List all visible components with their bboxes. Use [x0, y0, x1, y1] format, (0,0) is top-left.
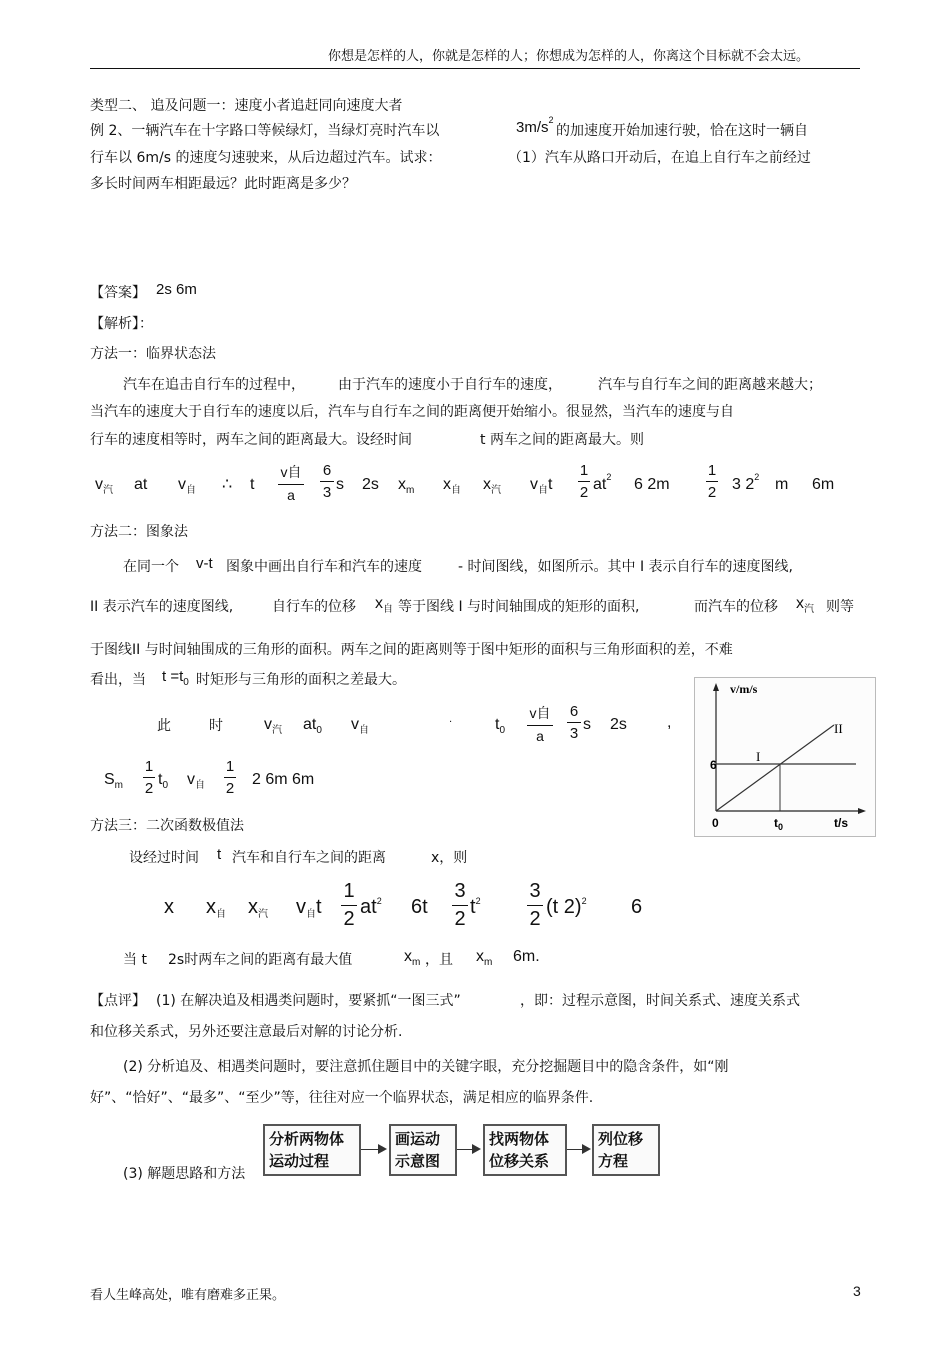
flow-arrow-3 — [567, 1149, 589, 1150]
eq2-comma: , — [667, 714, 672, 731]
eq2-s: s — [583, 716, 591, 733]
footer-motto: 看人生峰高处，唯有磨难多正果。 — [90, 1288, 286, 1303]
flow-step-2-line1: 画运动 — [395, 1130, 441, 1148]
method3-p1b: t — [217, 846, 222, 863]
eq1-frac-v-over-a: v自 a — [278, 462, 304, 503]
problem-accel-exp: 2 — [548, 115, 554, 125]
page-number: 3 — [853, 1283, 861, 1299]
eq1-therefore: ∴ — [222, 476, 233, 493]
answer-value: 2s 6m — [156, 281, 197, 298]
eq1-6m: 6m — [812, 476, 835, 493]
method3-concl-d: ，且 — [425, 952, 453, 968]
method3-concl-b: 2s时两车之间的距离有最大值 — [168, 952, 353, 968]
eq2-v-qi: $v_汽$ — [264, 716, 282, 736]
method2-p2d: 而汽车的位移 — [694, 599, 778, 615]
problem-accel — [516, 115, 554, 136]
flow-step-2 — [389, 1124, 457, 1176]
comment-p2: 和位移关系式，另外还要注意最后对解的讨论分析. — [90, 1024, 403, 1040]
method2-p1d: - 时间图线，如图所示。其中 I 表示自行车的速度图线, — [458, 559, 793, 575]
method3-p1a: 设经过时间 — [129, 850, 199, 866]
analysis-label: 【解析】： — [90, 316, 153, 332]
header-rule — [90, 68, 860, 69]
method2-p2c: 等于图线 I 与时间轴围成的矩形的面积, — [398, 599, 640, 615]
eq4-frac-3-2-b: 3 2 — [527, 880, 543, 931]
eq1-v-zi-t: $v_自t$ — [530, 476, 553, 496]
method1-p1b: 由于汽车的速度小于自行车的速度， — [338, 377, 562, 393]
eq2-dot: . — [449, 714, 453, 725]
method2-title: 方法二：图象法 — [90, 524, 188, 540]
flow-step-4-line1: 列位移 — [598, 1130, 644, 1148]
method3-concl-xm: $x_m$ — [404, 948, 421, 968]
eq4-frac-half: 1 2 — [341, 880, 357, 931]
eq2-frac-v-over-a: v自 a — [527, 703, 553, 744]
vt-graph-ylabel: v/m/s — [730, 682, 758, 696]
flow-step-1-line1: 分析两物体 — [269, 1130, 345, 1148]
eq3-tail: 2 6m 6m — [252, 771, 315, 788]
problem-type-line: 类型二、 追及问题一：速度小者追赶同向速度大者 — [90, 98, 403, 114]
eq4-6: 6 — [631, 896, 643, 918]
flow-step-4 — [592, 1124, 660, 1176]
eq2-frac-6-over-3: 6 3 — [567, 703, 581, 742]
method1-p2: 当汽车的速度大于自行车的速度以后，汽车与自行车之间的距离便开始缩小。很显然，当汽车的速度与自 — [90, 404, 734, 420]
method3-p1c: 汽车和自行车之间的距离 — [232, 850, 386, 866]
eq4-t2: $t^2$ — [470, 896, 481, 918]
eq2-2s: 2s — [610, 716, 627, 733]
method2-x-zi: $x_自$ — [375, 595, 393, 615]
vt-graph-origin: 0 — [712, 816, 719, 830]
eq1-3-2: 3 $2^2$ — [732, 472, 760, 493]
method2-p2b: 自行车的位移 — [272, 599, 356, 615]
eq1-x-zi: $x_自$ — [443, 476, 461, 496]
method2-p1c: 图象中画出自行车和汽车的速度 — [226, 559, 422, 575]
problem-line1a: 例 2、一辆汽车在十字路口等候绿灯，当绿灯亮时汽车以 — [90, 123, 440, 139]
method1-p3b: t 两车之间的距离最大。则 — [480, 432, 644, 448]
eq3-frac-half: 1 2 — [144, 758, 154, 797]
method1-p1a: 汽车在追击自行车的过程中， — [123, 377, 305, 393]
method2-p4c: 时矩形与三角形的面积之差最大。 — [196, 672, 406, 688]
eq1-at: at — [134, 476, 148, 493]
method2-p1b: v-t — [196, 555, 213, 572]
flow-step-1 — [263, 1124, 361, 1176]
eq1-t: t — [250, 476, 255, 493]
problem-line2b: （1）汽车从路口开动后，在追上自行车之前经过 — [508, 150, 811, 166]
eq4-x-qi: $x_汽$ — [248, 896, 268, 920]
vt-graph-tick-6: 6 — [710, 758, 717, 772]
eq4-paren: (t 2)$^2$ — [546, 896, 587, 918]
eq4-v-zi-t: $v_自t$ — [296, 896, 322, 920]
eq1-at2: $at^2$ — [593, 472, 612, 493]
eq1-v-zi: $v_自$ — [178, 476, 196, 496]
eq1-frac-6-over-3: 6 3 — [320, 462, 334, 501]
method2-p2a: II 表示汽车的速度图线, — [90, 599, 234, 615]
eq4-at2: $at^2$ — [360, 896, 382, 918]
eq2-at0: $at_0$ — [303, 716, 322, 736]
flow-step-3-line2: 位移关系 — [489, 1152, 550, 1170]
vt-graph-label-I: I — [756, 749, 761, 764]
eq4-x: x — [164, 896, 174, 918]
vt-graph-label-II: II — [834, 721, 843, 736]
flow-step-2-line2: 示意图 — [395, 1152, 441, 1170]
comment-p4: 好”、“恰好”、“最多”、“至少”等，往往对应一个临界状态，满足相应的临界条件. — [90, 1090, 594, 1106]
comment-p1a: (1) 在解决追及相遇类问题时，要紧抓“一图三式” — [156, 993, 461, 1009]
method3-p1d: x，则 — [431, 850, 468, 866]
eq1-s: s — [336, 476, 344, 493]
eq1-frac-half: 1 2 — [579, 462, 589, 501]
comment-label: 【点评】 — [90, 993, 146, 1009]
method3-concl-f: 6m. — [513, 948, 540, 965]
answer-label: 【答案】 — [90, 285, 146, 301]
eq1-6-2m: 6 2m — [634, 476, 670, 493]
problem-line1c: 的加速度开始加速行驶，恰在这时一辆自 — [556, 123, 808, 139]
method1-p1c: 汽车与自行车之间的距离越来越大； — [598, 377, 822, 393]
eq4-6t: 6t — [411, 896, 428, 918]
flow-step-3 — [483, 1124, 567, 1176]
problem-accel-value: 3m/s — [516, 119, 549, 136]
eq2-ci: 此 — [157, 718, 171, 734]
problem-line2a: 行车以 6m/s 的速度匀速驶来，从后边超过汽车。试求： — [90, 150, 442, 166]
header-motto: 你想是怎样的人，你就是怎样的人；你想成为怎样的人，你离这个目标就不会太远。 — [328, 49, 810, 64]
comment-p3: (2) 分析追及、相遇类问题时，要注意抓住题目中的关键字眼，充分挖掘题目中的隐含条件，如“刚 — [123, 1059, 729, 1075]
eq2-shi: 时 — [209, 718, 223, 734]
vt-graph-xlabel: t/s — [834, 816, 849, 830]
method3-concl-a: 当 t — [123, 952, 147, 968]
eq1-frac-half-2: 1 2 — [707, 462, 717, 501]
eq1-2s: 2s — [362, 476, 379, 493]
flow-arrow-2 — [457, 1149, 479, 1150]
flow-step-4-line2: 方程 — [598, 1152, 629, 1170]
eq2-v-zi: $v_自$ — [351, 716, 369, 736]
flow-arrow-1 — [361, 1149, 385, 1150]
method2-p2e: 则等 — [826, 599, 854, 615]
method2-p3: 于图线II 与时间轴围成的三角形的面积。两车之间的距离则等于图中矩形的面积与三角形面积的差，不难 — [90, 642, 733, 658]
problem-line3: 多长时间两车相距最远？此时距离是多少？ — [90, 176, 356, 192]
method3-title: 方法三：二次函数极值法 — [90, 818, 244, 834]
eq3-t0: $t_0$ — [158, 771, 169, 791]
eq3-v-zi: $v_自$ — [187, 771, 205, 791]
flow-step-3-line1: 找两物体 — [489, 1130, 550, 1148]
eq3-Sm: $S_m$ — [104, 771, 124, 791]
flow-step-1-line2: 运动过程 — [269, 1152, 330, 1170]
vt-graph — [694, 677, 876, 837]
eq1-x-qi: $x_汽$ — [483, 476, 501, 496]
method1-title: 方法一：临界状态法 — [90, 346, 216, 362]
vt-graph-tick-t0: $t_0$ — [774, 816, 784, 832]
vt-graph-frame — [695, 678, 876, 837]
eq1-v-qi: $v_汽$ — [95, 476, 113, 496]
comment-p1b: ，即：过程示意图，时间关系式、速度关系式 — [520, 993, 800, 1009]
method3-concl-xm2: $x_m$ — [476, 948, 493, 968]
method2-p4b: $t =t_0$ — [162, 668, 189, 688]
eq3-frac-half-2: 1 2 — [225, 758, 235, 797]
comment-p5: (3) 解题思路和方法 — [123, 1166, 246, 1182]
eq2-t0: $t_0$ — [495, 716, 506, 736]
method2-p4a: 看出，当 — [90, 672, 146, 688]
method2-p1a: 在同一个 — [123, 559, 179, 575]
method2-x-qi: $x_汽$ — [796, 595, 814, 615]
eq4-x-zi: $x_自$ — [206, 896, 226, 920]
eq4-frac-3-2: 3 2 — [452, 880, 468, 931]
method1-p3a: 行车的速度相等时，两车之间的距离最大。设经时间 — [90, 432, 412, 448]
eq1-xm: $x_m$ — [398, 476, 415, 496]
eq1-m: m — [775, 476, 789, 493]
